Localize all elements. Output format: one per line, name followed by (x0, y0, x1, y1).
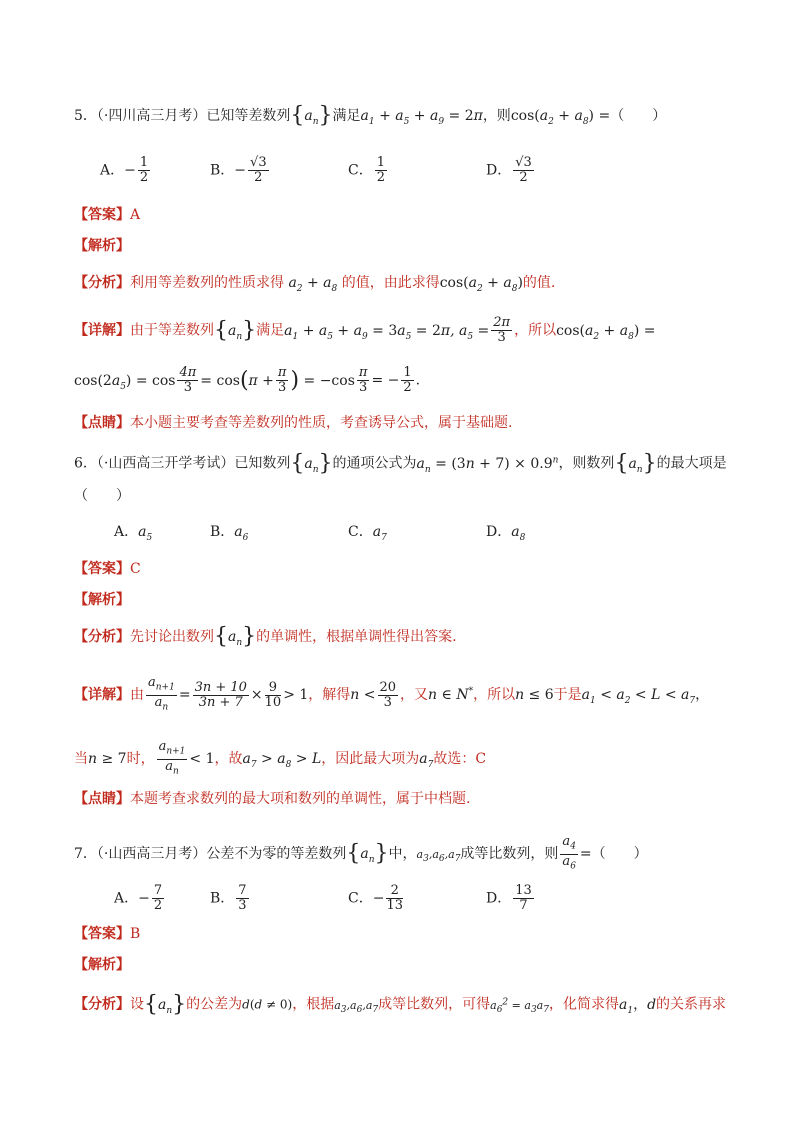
q6-stem: 6．（·山西高三开学考试）已知数列$\{a_n\}$的通项公式为$a_n = (3n + 7) \times 0.9^n$，则数列$\{a_n\}$的最大项是 (74, 450, 727, 476)
q5-fenxi: 【分析】利用等差数列的性质求得 $a_2 + a_8$ 的值，由此求得$\cos(a_2 + a_8)$的值. (74, 275, 556, 294)
q5-option-d: D． $\frac{√3}{2}$ (486, 155, 532, 185)
q5-target: $\cos(a_2 + a_8)$ = (510, 108, 611, 127)
q6-xiangjie: 【详解】由 $\frac{a_{n+1}}{a_n}$ = $\frac{3n + 10}{3n + 7}$ × $\frac{9}{10}$ > 1，解得n < $\frac{20}{3}$ ，又n ∈ N*，所以n ≤ 6于是$a_1 < a_2 < L < a_7$， (74, 675, 710, 713)
q5-source: （·四川高三月考） (96, 108, 207, 124)
q6-xiangjie-cont: 当n ≥ 7时， $\frac{a_{n+1}}{a_n}$ < 1，故$a_7 > a_8 > L$，因此最大项为$a_7$故选：C (74, 739, 487, 777)
q5-analysis-heading: 【解析】 (74, 238, 130, 254)
q6-fenxi: 【分析】先讨论出数列$\{a_n\}$的单调性，根据单调性得出答案. (74, 624, 457, 649)
q7-option-b: B． $\frac{7}{3}$ (210, 883, 247, 913)
q6-option-c: C．$a_7$ (348, 524, 387, 543)
q7-answer: 【答案】B (74, 926, 141, 942)
q7-option-d: D． $\frac{13}{7}$ (486, 883, 532, 913)
q5-number: 5． (74, 108, 97, 124)
q5-stem: 5．（·四川高三月考）已知等差数列$\{a_n\}$满足$a_1 + a_5 + a_9 = 2\pi$，则$\cos(a_2 + a_8)$ =（ ） (74, 103, 667, 128)
q5-answer: 【答案】A (74, 207, 141, 223)
q7-option-c: C．− $\frac{2}{13}$ (348, 883, 403, 913)
q5-option-a: A．− $\frac{1}{2}$ (100, 155, 149, 185)
q6-analysis-heading: 【解析】 (74, 592, 130, 608)
q5-sequence-symbol: $\{a_n\}$ (290, 103, 333, 128)
q6-stem-end: （ ） (74, 488, 130, 504)
q6-answer: 【答案】C (74, 561, 141, 577)
q6-dianjing: 【点睛】本题考查求数列的最大项和数列的单调性，属于中档题. (74, 791, 471, 807)
q5-condition: $a_1 + a_5 + a_9 = 2\pi$ (360, 108, 483, 127)
q5-option-c: C． $\frac{1}{2}$ (348, 155, 385, 185)
q5-xiangjie-cont: $\cos(2a_5) = \cos$ $\frac{4\pi}{3}$ = cos(π + $\frac{\pi}{3}$ ) = −cos $\frac{\pi}{3}$ = − $\frac{1}{2}$ . (74, 365, 421, 395)
q7-stem: 7．（·山西高三月考）公差不为零的等差数列$\{a_n\}$中，$a_3,a_6,a_7$成等比数列，则 $\frac{a_4}{a_6}$ =（ ） (74, 834, 648, 872)
q6-option-d: D．$a_8$ (486, 524, 526, 543)
q5-option-b: B．− $\frac{√3}{2}$ (210, 155, 267, 185)
q7-option-a: A．− $\frac{7}{2}$ (114, 883, 163, 913)
q5-dianjing: 【点睛】本小题主要考查等差数列的性质，考查诱导公式，属于基础题. (74, 415, 513, 431)
q7-analysis-heading: 【解析】 (74, 957, 130, 973)
q6-option-b: B．$a_6$ (210, 524, 249, 543)
q7-fenxi: 【分析】设$\{a_n\}$的公差为d(d ≠ 0)，根据$a_3,a_6,a_7$成等比数列，可得$a_6^2 = a_3a_7$，化简求得$a_1$，d的关系再求 (74, 991, 727, 1017)
q5-xiangjie: 【详解】由于等差数列$\{a_n\}$满足$a_1 + a_5 + a_9 = 3a_5 = 2\pi$, $a_5$ = $\frac{2\pi}{3}$ ，所以$\cos(a_2 + a_8)$ = (74, 315, 656, 345)
q6-option-a: A．$a_5$ (114, 524, 153, 543)
